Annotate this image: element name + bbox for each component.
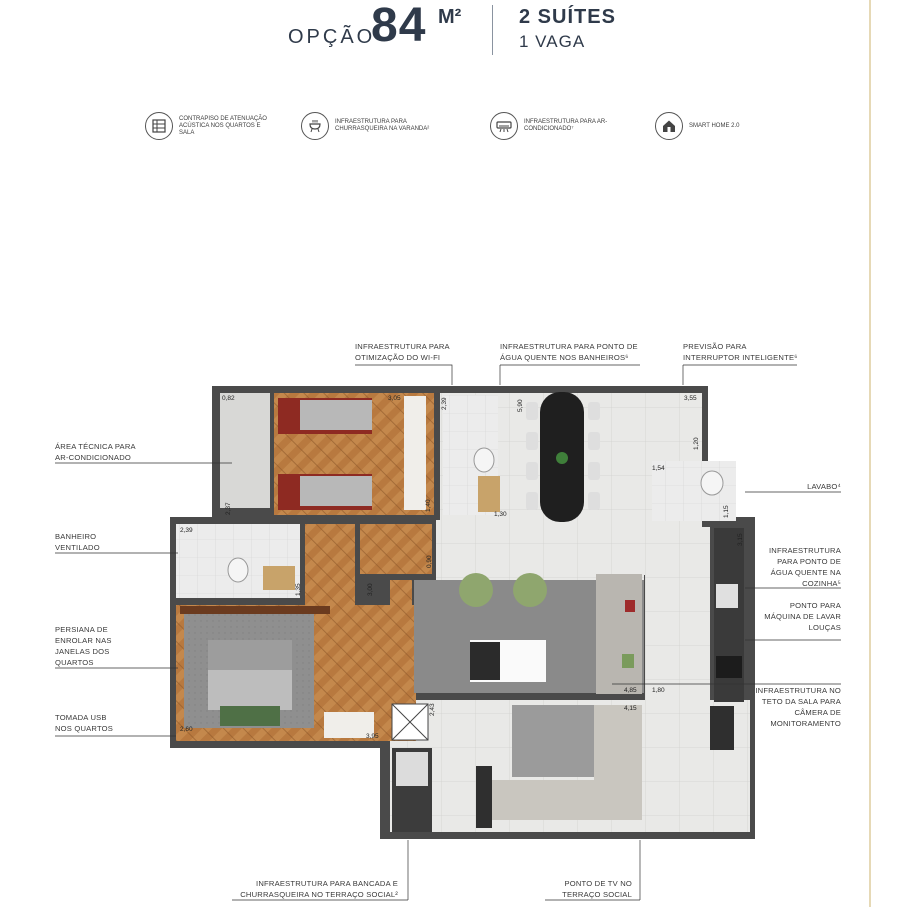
callout-wifi: INFRAESTRUTURA PARA OTIMIZAÇÃO DO WI-FI bbox=[355, 342, 450, 362]
callout-dishwasher: PONTO PARA MÁQUINA DE LAVAR LOUÇAS bbox=[764, 601, 841, 632]
callout-camera: INFRAESTRUTURA NO TETO DA SALA PARA CÂMERA DE MONITORAMENTO bbox=[755, 686, 841, 728]
dimension-label: 1,30 bbox=[494, 511, 507, 518]
dimension-label: 1,15 bbox=[723, 505, 730, 518]
suites-count: 2 SUÍTES bbox=[519, 6, 616, 28]
dimension-label: 1,54 bbox=[652, 465, 665, 472]
dimension-label: 0,82 bbox=[222, 395, 235, 402]
dimension-label: 3,95 bbox=[366, 733, 379, 740]
dimension-label: 2,39 bbox=[180, 527, 193, 534]
dimension-label: 1,80 bbox=[652, 687, 665, 694]
callout-hot-water-bath: INFRAESTRUTURA PARA PONTO DE ÁGUA QUENTE NOS BANHEIROS⁶ bbox=[500, 342, 638, 362]
callout-usb: TOMADA USB NOS QUARTOS bbox=[55, 713, 114, 733]
callout-hot-water-kitchen: INFRAESTRUTURA PARA PONTO DE ÁGUA QUENTE NA COZINHA⁵ bbox=[769, 546, 841, 588]
callout-lavabo: LAVABO⁴ bbox=[807, 482, 841, 491]
dimension-label: 0,90 bbox=[426, 555, 433, 568]
option-label: OPÇÃO bbox=[288, 26, 376, 48]
callout-bench-bbq: INFRAESTRUTURA PARA BANCADA E CHURRASQUEIRA NO TERRAÇO SOCIAL² bbox=[240, 879, 398, 899]
area-value: 84 bbox=[371, 0, 427, 52]
area-unit: M² bbox=[438, 6, 462, 28]
dimension-label: 3,05 bbox=[388, 395, 401, 402]
dimension-label: 2,39 bbox=[441, 397, 448, 410]
dimension-label: 4,85 bbox=[624, 687, 637, 694]
dimension-label: 1,20 bbox=[693, 437, 700, 450]
callout-ventilated-bath: BANHEIRO VENTILADO bbox=[55, 532, 100, 552]
callout-tv-point: PONTO DE TV NO TERRAÇO SOCIAL bbox=[562, 879, 632, 899]
feature-text: INFRAESTRUTURA PARA AR-CONDICIONADO⁷ bbox=[524, 119, 608, 132]
feature-text: SMART HOME 2.0 bbox=[689, 122, 740, 129]
parking-count: 1 VAGA bbox=[519, 32, 586, 51]
callout-tech-area: ÁREA TÉCNICA PARA AR-CONDICIONADO bbox=[55, 442, 136, 462]
dimension-label: 1,40 bbox=[425, 499, 432, 512]
feature-text: INFRAESTRUTURA PARA CHURRASQUEIRA NA VARANDA² bbox=[335, 119, 430, 132]
feature-text: CONTRAPISO DE ATENUAÇÃO ACÚSTICA NOS QUARTOS E SALA bbox=[179, 115, 267, 136]
dimension-label: 2,60 bbox=[180, 726, 193, 733]
dimension-label: 3,00 bbox=[367, 583, 374, 596]
callout-shutters: PERSIANA DE ENROLAR NAS JANELAS DOS QUARTOS bbox=[55, 625, 112, 667]
dimension-label: 3,55 bbox=[684, 395, 697, 402]
dimension-label: 5,90 bbox=[517, 399, 524, 412]
kitchen bbox=[714, 528, 744, 702]
living-room bbox=[414, 573, 644, 694]
dimension-label: 3,15 bbox=[737, 533, 744, 546]
dimension-label: 1,35 bbox=[295, 583, 302, 596]
dimension-label: 4,15 bbox=[624, 705, 637, 712]
callout-smart-switch: PREVISÃO PARA INTERRUPTOR INTELIGENTE⁶ bbox=[683, 342, 798, 362]
dimension-label: 2,37 bbox=[225, 502, 232, 515]
dimension-label: 2,43 bbox=[429, 703, 436, 716]
